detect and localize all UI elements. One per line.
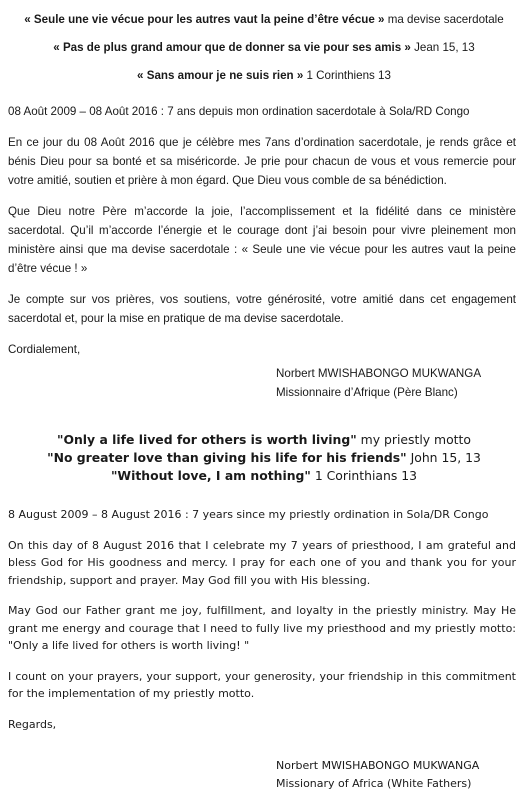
motto-line: "No greater love than giving his life for his friends" John 15, 13 xyxy=(47,450,481,465)
english-body xyxy=(8,506,516,733)
french-body xyxy=(8,102,516,359)
motto-line: "Only a life lived for others is worth living" my priestly motto xyxy=(57,432,471,447)
motto-line: « Sans amour je ne suis rien » 1 Corinthiens 13 xyxy=(137,69,391,82)
signature-title: Missionnaire d’Afrique (Père Blanc) xyxy=(276,386,458,399)
closing: Cordialement, xyxy=(8,343,81,356)
paragraph: Que Dieu notre Père m’accorde la joie, l’accomplissement et la fidélité dans ce ministère sacerdotal. Qu’il m’accorde l’énergie et le courage dont j’ai besoin pour vivre pleinement mon ministère ainsi que ma devise sacerdotale : « Seule une vie vécue pour les autres vaut la peine d’être vécue ! » xyxy=(8,205,516,275)
date-line: 8 August 2009 – 8 August 2016 : 7 years since my priestly ordination in Sola/DR Congo xyxy=(8,508,489,521)
signature-name: Norbert MWISHABONGO MUKWANGA xyxy=(276,367,482,380)
paragraph: May God our Father grant me joy, fulfillment, and loyalty in the priestly ministry. May He grant me energy and courage that I need to fully live my priesthood and my priestly motto: "Only a life lived for others is worth living! " xyxy=(8,604,516,652)
date-line: 08 Août 2009 – 08 Août 2016 : 7 ans depuis mon ordination sacerdotale à Sola/RD Congo xyxy=(8,105,470,118)
french-mottos xyxy=(8,10,520,85)
english-mottos xyxy=(8,431,520,485)
closing: Regards, xyxy=(8,717,57,731)
paragraph: En ce jour du 08 Août 2016 que je célèbre mes 7ans d’ordination sacerdotale, je rends grâce et bénis Dieu pour sa bonté et sa miséricorde. Je prie pour chacun de vous et vous remercie pour votre amitié, soutien et prière à mon égard. Que Dieu vous comble de sa bénédiction. xyxy=(8,136,516,187)
signature-title: Missionary of Africa (White Fathers) xyxy=(276,776,472,790)
english-signature xyxy=(276,757,479,792)
motto-line: "Without love, I am nothing" 1 Corinthians 13 xyxy=(110,468,418,483)
motto-line: « Pas de plus grand amour que de donner sa vie pour ses amis » Jean 15, 13 xyxy=(53,41,475,54)
paragraph: Je compte sur vos prières, vos soutiens, votre générosité, votre amitié dans cet engagement sacerdotal et, pour la mise en pratique de ma devise sacerdotale. xyxy=(8,293,516,325)
paragraph: I count on your prayers, your support, your generosity, your friendship in this commitment for the implementation of my priestly motto. xyxy=(8,669,516,700)
paragraph: On this day of 8 August 2016 that I celebrate my 7 years of priesthood, I am grateful and bless God for His goodness and mercy. I pray for each one of you and thank you for your friendship, support and prayer. May God fill you with His blessing. xyxy=(8,538,516,587)
signature-name: Norbert MWISHABONGO MUKWANGA xyxy=(276,759,480,772)
motto-line: « Seule une vie vécue pour les autres vaut la peine d’être vécue » ma devise sacerdotale xyxy=(24,13,504,26)
french-signature xyxy=(276,364,481,402)
